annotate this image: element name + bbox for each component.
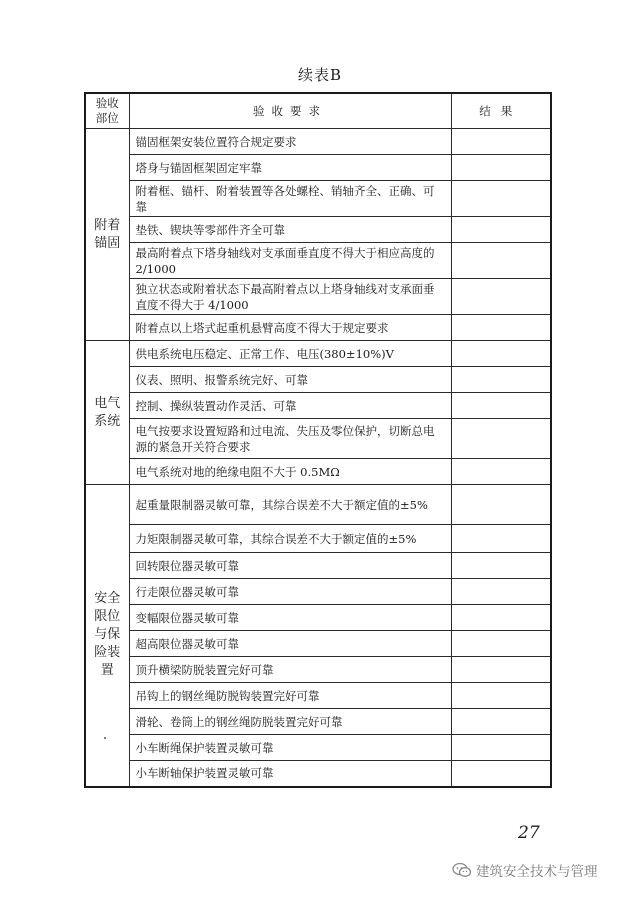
wechat-icon [452, 862, 472, 878]
requirement-cell: 附着点以上塔式起重机悬臂高度不得大于规定要求 [129, 315, 451, 341]
result-cell[interactable] [451, 459, 551, 485]
table-row [85, 315, 551, 341]
table-row [85, 525, 551, 553]
requirement-cell: 变幅限位器灵敏可靠 [129, 605, 451, 631]
requirement-cell: 起重量限制器灵敏可靠，其综合误差不大于额定值的±5% [129, 485, 451, 525]
result-cell[interactable] [451, 631, 551, 657]
result-cell[interactable] [451, 657, 551, 683]
requirement-cell: 最高附着点下塔身轴线对支承面垂直度不得大于相应高度的 2/1000 [129, 243, 451, 279]
result-cell[interactable] [451, 553, 551, 579]
table-row [85, 709, 551, 735]
result-cell[interactable] [451, 315, 551, 341]
requirement-cell: 塔身与锚固框架固定牢靠 [129, 155, 451, 181]
requirement-cell: 小车断轴保护装置灵敏可靠 [129, 761, 451, 787]
table-row [85, 419, 551, 459]
requirement-cell: 顶升横梁防脱装置完好可靠 [129, 657, 451, 683]
requirement-cell: 锚固框架安装位置符合规定要求 [129, 129, 451, 155]
result-cell[interactable] [451, 217, 551, 243]
table-row [85, 735, 551, 761]
result-cell[interactable] [451, 761, 551, 787]
requirement-cell: 供电系统电压稳定、正常工作、电压(380±10%)V [129, 341, 451, 367]
section-label-text: 安全 限位 与保 险装 置 [94, 591, 121, 679]
result-cell[interactable] [451, 579, 551, 605]
result-cell[interactable] [451, 605, 551, 631]
table-row [85, 459, 551, 485]
requirement-cell: 滑轮、卷筒上的钢丝绳防脱装置完好可靠 [129, 709, 451, 735]
result-cell[interactable] [451, 341, 551, 367]
result-cell[interactable] [451, 367, 551, 393]
table-row [85, 279, 551, 315]
page-number: 27 [518, 823, 540, 843]
table-row [85, 367, 551, 393]
table-row [85, 341, 551, 367]
table-row [85, 217, 551, 243]
requirement-cell: 垫铁、锲块等零部件齐全可靠 [129, 217, 451, 243]
section-label [85, 341, 129, 485]
requirement-cell: 吊钩上的钢丝绳防脱钩装置完好可靠 [129, 683, 451, 709]
result-cell[interactable] [451, 181, 551, 217]
result-cell[interactable] [451, 525, 551, 553]
header-part-label: 验收 部位 [95, 96, 119, 125]
result-cell[interactable] [451, 129, 551, 155]
table-row [85, 683, 551, 709]
result-cell[interactable] [451, 155, 551, 181]
requirement-cell: 超高限位器灵敏可靠 [129, 631, 451, 657]
result-cell[interactable] [451, 485, 551, 525]
table-row [85, 485, 551, 525]
table-row [85, 155, 551, 181]
requirement-cell: 控制、操纵装置动作灵活、可靠 [129, 393, 451, 419]
watermark [452, 860, 598, 880]
section-label-text: 电气 系统 [94, 395, 121, 429]
requirement-cell: 回转限位器灵敏可靠 [129, 553, 451, 579]
page-title: 续表B [297, 66, 343, 84]
table-row [85, 579, 551, 605]
result-cell[interactable] [451, 735, 551, 761]
table-body [85, 129, 551, 787]
table-header-row [85, 93, 551, 129]
table-row [85, 243, 551, 279]
requirement-cell: 小车断绳保护装置灵敏可靠 [129, 735, 451, 761]
stray-dot [104, 737, 106, 739]
section-label [85, 485, 129, 787]
table-row [85, 181, 551, 217]
watermark-text: 建筑安全技术与管理 [476, 864, 598, 880]
result-cell[interactable] [451, 683, 551, 709]
requirement-cell: 电气按要求设置短路和过电流、失压及零位保护，切断总电源的紧急开关符合要求 [129, 419, 451, 459]
result-cell[interactable] [451, 709, 551, 735]
header-part [85, 93, 129, 129]
header-requirement: 验收要求 [129, 93, 451, 129]
result-cell[interactable] [451, 419, 551, 459]
table-row [85, 761, 551, 787]
table-row [85, 553, 551, 579]
header-result: 结果 [451, 93, 551, 129]
requirement-cell: 附着框、锚杆、附着装置等各处螺栓、销轴齐全、正确、可靠 [129, 181, 451, 217]
acceptance-table [84, 92, 552, 788]
table-row [85, 393, 551, 419]
section-label-text: 附着 锚固 [94, 217, 121, 251]
result-cell[interactable] [451, 243, 551, 279]
section-label [85, 129, 129, 341]
result-cell[interactable] [451, 279, 551, 315]
table-row [85, 129, 551, 155]
requirement-cell: 电气系统对地的绝缘电阻不大于 0.5MΩ [129, 459, 451, 485]
table-row [85, 657, 551, 683]
result-cell[interactable] [451, 393, 551, 419]
requirement-cell: 独立状态或附着状态下最高附着点以上塔身轴线对支承面垂直度不得大于 4/1000 [129, 279, 451, 315]
table-row [85, 605, 551, 631]
requirement-cell: 仪表、照明、报警系统完好、可靠 [129, 367, 451, 393]
requirement-cell: 力矩限制器灵敏可靠，其综合误差不大于额定值的±5% [129, 525, 451, 553]
requirement-cell: 行走限位器灵敏可靠 [129, 579, 451, 605]
table-row [85, 631, 551, 657]
